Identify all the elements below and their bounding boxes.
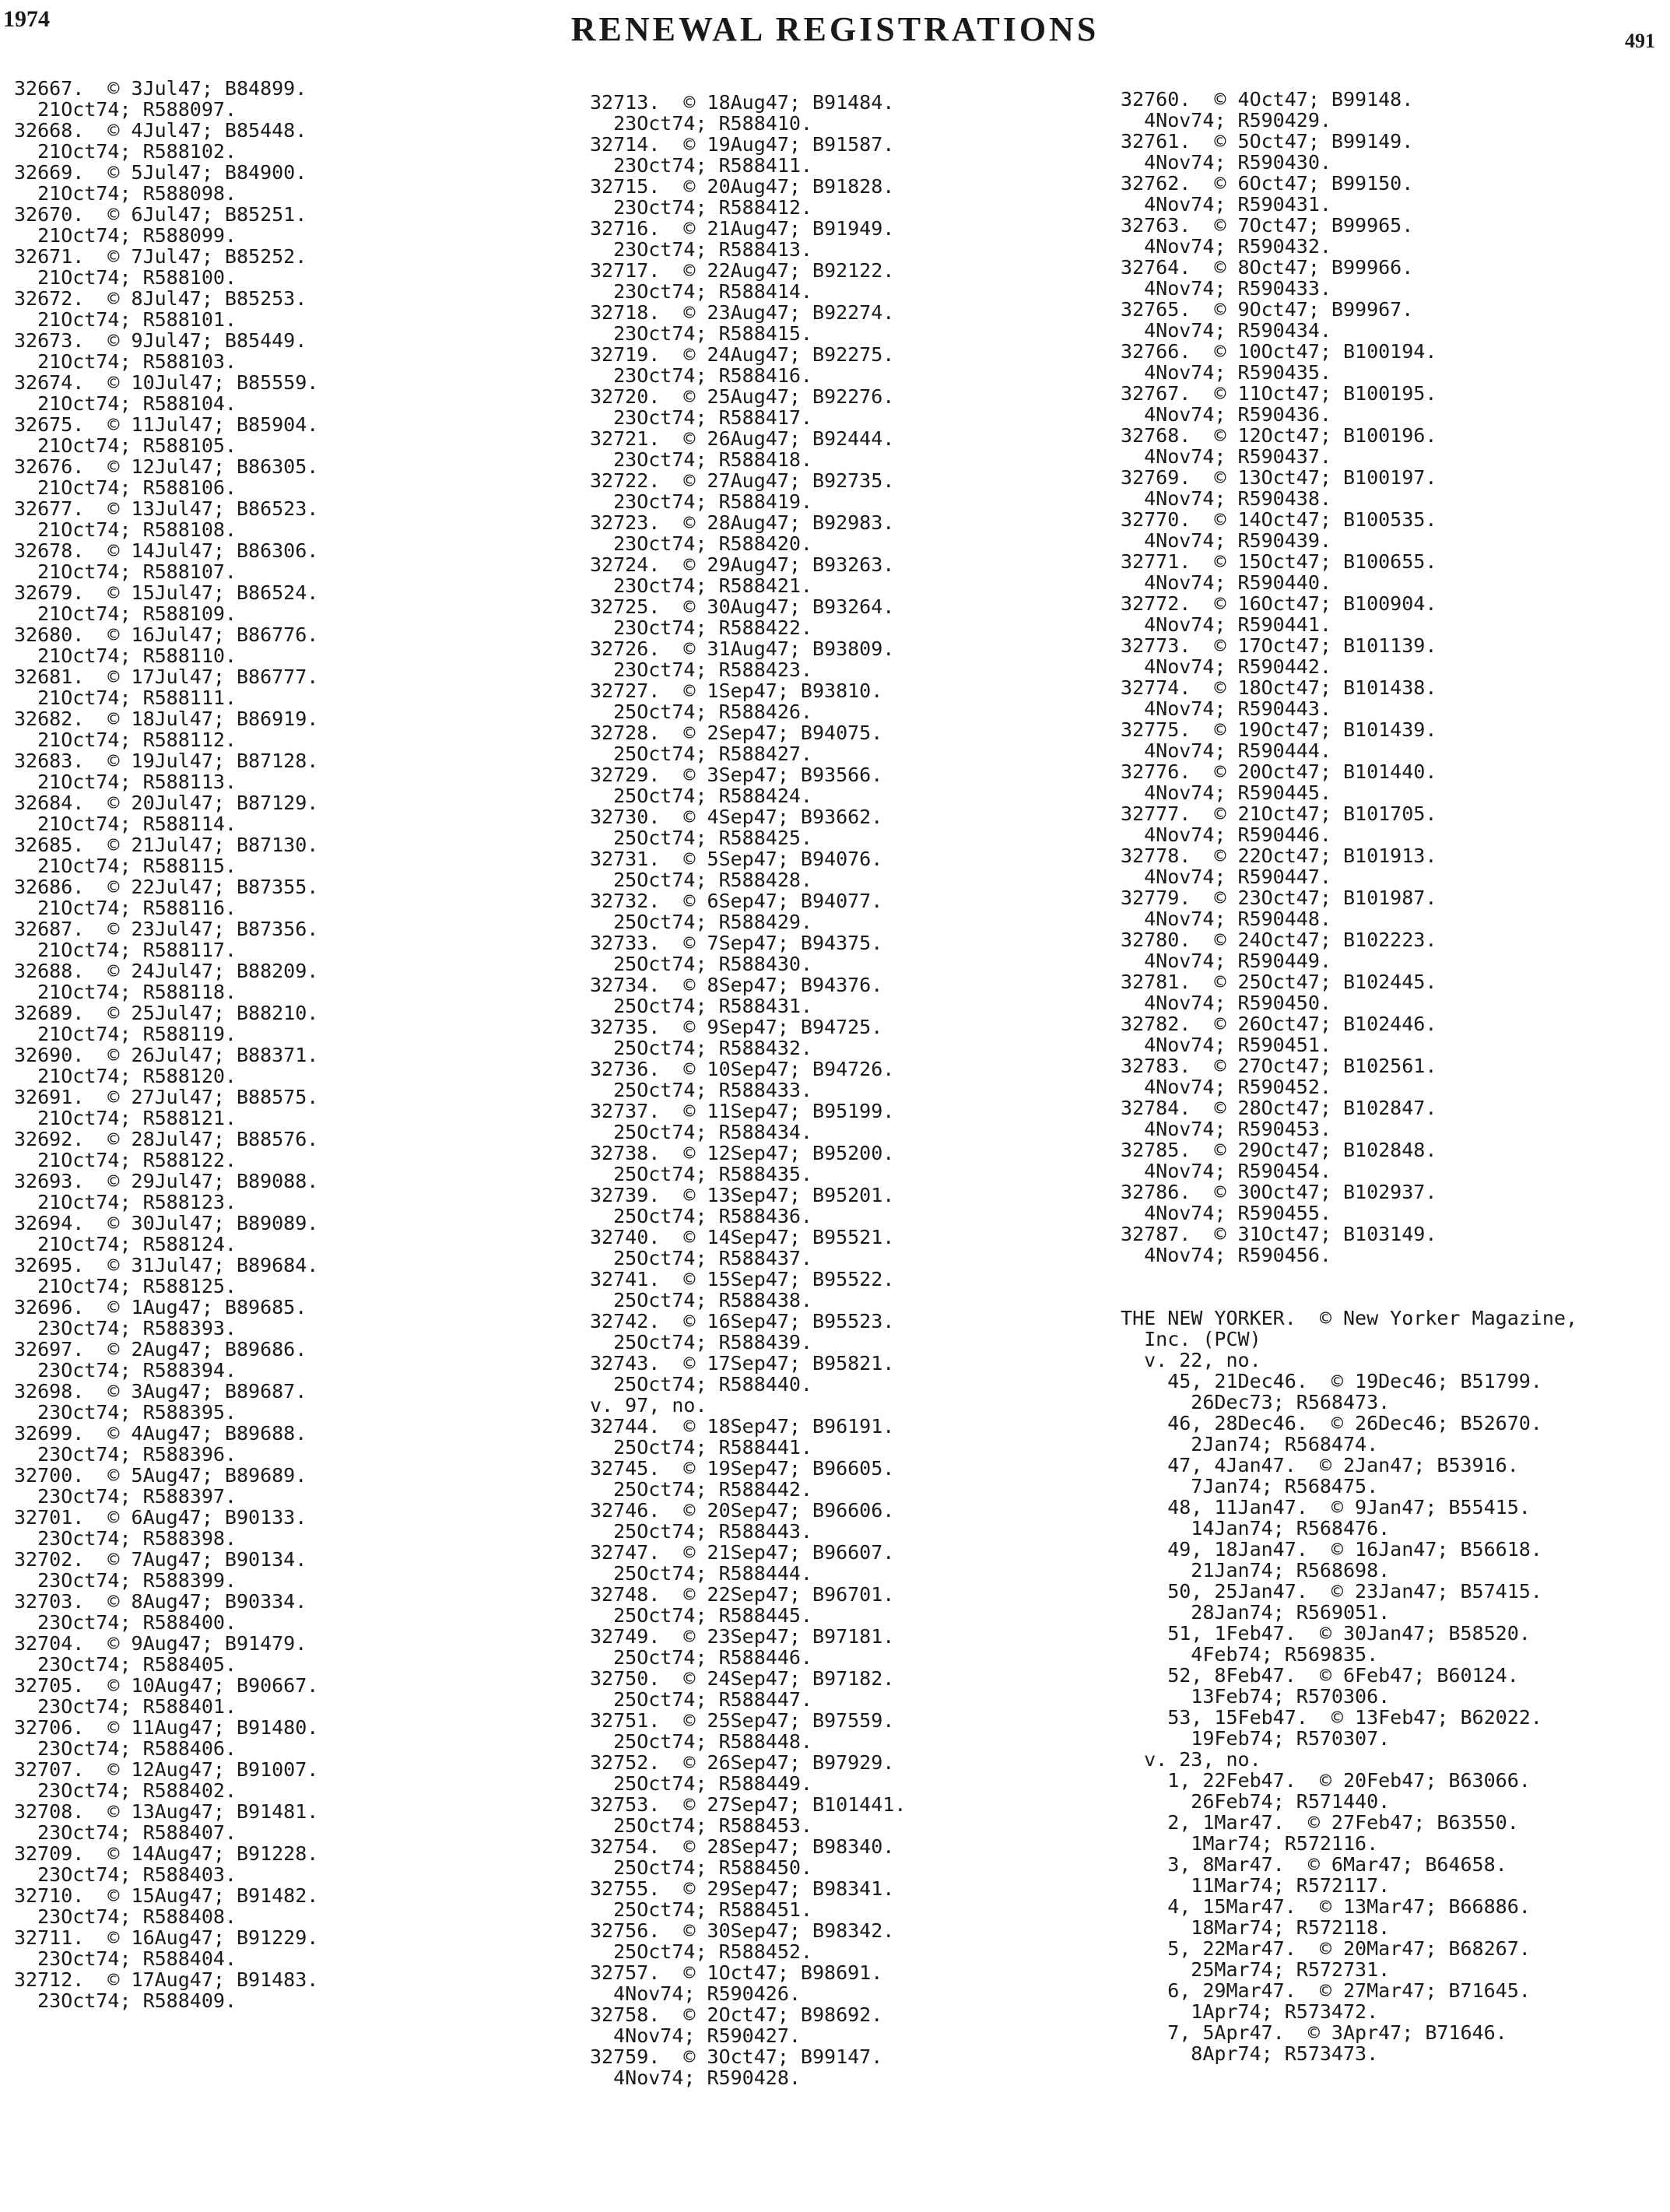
- entry-line: 25Oct74; R588434.: [590, 1121, 812, 1143]
- entry-line: 7, 5Apr47. © 3Apr47; B71646.: [1121, 2021, 1507, 2044]
- entry-line: 23Oct74; R588412.: [590, 196, 812, 219]
- entry-line: 32709. © 14Aug47; B91228.: [14, 1842, 319, 1865]
- entry-line: 21Oct74; R588124.: [14, 1233, 237, 1255]
- entry-line: 25Oct74; R588441.: [590, 1436, 812, 1459]
- entry-line: 32775. © 19Oct47; B101439.: [1121, 718, 1437, 741]
- entry-line: 32686. © 22Jul47; B87355.: [14, 876, 319, 898]
- entry-line: 4Nov74; R590426.: [590, 1982, 801, 2005]
- entry-line: 4Nov74; R590432.: [1121, 235, 1331, 258]
- entry-line: v. 22, no.: [1121, 1349, 1261, 1371]
- entry-line: 32760. © 4Oct47; B99148.: [1121, 88, 1414, 111]
- entry-line: 32748. © 22Sep47; B96701.: [590, 1583, 895, 1606]
- entry-line: 32681. © 17Jul47; B86777.: [14, 665, 319, 688]
- entry-line: 23Oct74; R588398.: [14, 1527, 237, 1550]
- entry-line: 4Nov74; R590439.: [1121, 529, 1331, 552]
- entry-line: 23Oct74; R588404.: [14, 1947, 237, 1970]
- entry-line: 21Oct74; R588118.: [14, 981, 237, 1003]
- entry-line: 32706. © 11Aug47; B91480.: [14, 1716, 319, 1739]
- entry-line: 4Nov74; R590443.: [1121, 697, 1331, 720]
- entry-line: 32779. © 23Oct47; B101987.: [1121, 887, 1437, 909]
- entry-line: 47, 4Jan47. © 2Jan47; B53916.: [1121, 1454, 1519, 1476]
- entry-line: 23Oct74; R588400.: [14, 1611, 237, 1634]
- entry-line: 4Nov74; R590456.: [1121, 1244, 1331, 1266]
- entry-line: 23Oct74; R588413.: [590, 238, 812, 261]
- entry-line: 32684. © 20Jul47; B87129.: [14, 792, 319, 814]
- entry-line: 32776. © 20Oct47; B101440.: [1121, 760, 1437, 783]
- entry-line: 21Oct74; R588110.: [14, 644, 237, 667]
- entry-line: 4Nov74; R590451.: [1121, 1034, 1331, 1056]
- entry-line: 32733. © 7Sep47; B94375.: [590, 932, 883, 954]
- entry-line: 25Oct74; R588431.: [590, 995, 812, 1017]
- entry-line: 4Nov74; R590436.: [1121, 403, 1331, 426]
- entry-line: 32718. © 23Aug47; B92274.: [590, 301, 895, 324]
- entry-line: [1121, 1266, 1577, 1287]
- entry-line: 21Oct74; R588112.: [14, 729, 237, 751]
- entry-line: 21Oct74; R588104.: [14, 392, 237, 415]
- entry-line: 32737. © 11Sep47; B95199.: [590, 1100, 895, 1122]
- entry-line: 32704. © 9Aug47; B91479.: [14, 1632, 307, 1655]
- column-right: [1121, 89, 1577, 2064]
- entry-line: v. 23, no.: [1121, 1748, 1261, 1771]
- entry-line: 6, 29Mar47. © 27Mar47; B71645.: [1121, 1979, 1531, 2002]
- entry-line: 23Oct74; R588399.: [14, 1569, 237, 1592]
- entry-line: 25Oct74; R588433.: [590, 1079, 812, 1101]
- entry-line: 32676. © 12Jul47; B86305.: [14, 455, 319, 478]
- entry-line: 2, 1Mar47. © 27Feb47; B63550.: [1121, 1811, 1519, 1834]
- entry-line: 32724. © 29Aug47; B93263.: [590, 553, 895, 576]
- entry-line: 23Oct74; R588415.: [590, 322, 812, 345]
- entry-line: 32782. © 26Oct47; B102446.: [1121, 1013, 1437, 1035]
- entry-line: 32702. © 7Aug47; B90134.: [14, 1548, 307, 1571]
- entry-line: 32674. © 10Jul47; B85559.: [14, 371, 319, 394]
- entry-line: 32735. © 9Sep47; B94725.: [590, 1016, 883, 1038]
- entry-line: 4Nov74; R590454.: [1121, 1160, 1331, 1182]
- entry-line: 32667. © 3Jul47; B84899.: [14, 77, 307, 100]
- entry-line: 25Oct74; R588427.: [590, 743, 812, 765]
- entry-line: 1, 22Feb47. © 20Feb47; B63066.: [1121, 1769, 1531, 1792]
- entry-line: 25Oct74; R588442.: [590, 1478, 812, 1501]
- entry-line: 4Nov74; R590434.: [1121, 319, 1331, 342]
- entry-line: 25Oct74; R588425.: [590, 827, 812, 849]
- entry-line: 21Oct74; R588099.: [14, 224, 237, 247]
- entry-line: 2Jan74; R568474.: [1121, 1433, 1379, 1455]
- entry-line: 4Nov74; R590455.: [1121, 1202, 1331, 1224]
- entry-line: 32710. © 15Aug47; B91482.: [14, 1884, 319, 1907]
- entry-line: Inc. (PCW): [1121, 1328, 1261, 1350]
- entry-line: 19Feb74; R570307.: [1121, 1727, 1391, 1750]
- entry-line: 25Oct74; R588440.: [590, 1373, 812, 1396]
- entry-line: 4Nov74; R590446.: [1121, 823, 1331, 846]
- entry-line: 32774. © 18Oct47; B101438.: [1121, 676, 1437, 699]
- entry-line: 4Nov74; R590440.: [1121, 571, 1331, 594]
- column-left: [14, 78, 318, 2011]
- entry-line: 23Oct74; R588402.: [14, 1779, 237, 1802]
- entry-line: 25Oct74; R588452.: [590, 1940, 812, 1963]
- entry-line: 32693. © 29Jul47; B89088.: [14, 1170, 319, 1192]
- entry-line: 32754. © 28Sep47; B98340.: [590, 1835, 895, 1858]
- entry-line: 25Oct74; R588430.: [590, 953, 812, 975]
- entry-line: 32778. © 22Oct47; B101913.: [1121, 844, 1437, 867]
- entry-line: 25Oct74; R588424.: [590, 785, 812, 807]
- entry-line: 4Nov74; R590435.: [1121, 361, 1331, 384]
- entry-line: 4Nov74; R590437.: [1121, 445, 1331, 468]
- entry-line: 25Oct74; R588428.: [590, 869, 812, 891]
- entry-line: 23Oct74; R588421.: [590, 574, 812, 597]
- entry-line: 25Oct74; R588451.: [590, 1898, 812, 1921]
- entry-line: 32742. © 16Sep47; B95523.: [590, 1310, 895, 1332]
- entry-line: 21Oct74; R588107.: [14, 560, 237, 583]
- entry-line: 23Oct74; R588396.: [14, 1443, 237, 1466]
- entry-line: 32690. © 26Jul47; B88371.: [14, 1044, 319, 1066]
- entry-line: 4Nov74; R590427.: [590, 2024, 801, 2047]
- entry-line: 32720. © 25Aug47; B92276.: [590, 385, 895, 408]
- entry-line: 32673. © 9Jul47; B85449.: [14, 329, 307, 352]
- entry-line: 32784. © 28Oct47; B102847.: [1121, 1097, 1437, 1119]
- entry-line: 21Oct74; R588103.: [14, 350, 237, 373]
- page-title: RENEWAL REGISTRATIONS: [570, 10, 1100, 48]
- entry-line: 21Oct74; R588097.: [14, 98, 237, 121]
- entry-line: 32786. © 30Oct47; B102937.: [1121, 1181, 1437, 1203]
- entry-line: 50, 25Jan47. © 23Jan47; B57415.: [1121, 1580, 1542, 1603]
- entry-line: 13Feb74; R570306.: [1121, 1685, 1391, 1708]
- entry-line: 23Oct74; R588417.: [590, 406, 812, 429]
- entry-line: 32703. © 8Aug47; B90334.: [14, 1590, 307, 1613]
- entry-line: 4Nov74; R590449.: [1121, 950, 1331, 972]
- entry-line: 45, 21Dec46. © 19Dec46; B51799.: [1121, 1370, 1542, 1392]
- entry-line: 23Oct74; R588394.: [14, 1359, 237, 1382]
- entry-line: 32707. © 12Aug47; B91007.: [14, 1758, 319, 1781]
- entry-line: 32768. © 12Oct47; B100196.: [1121, 424, 1437, 447]
- entry-line: v. 97, no.: [590, 1394, 707, 1417]
- entry-line: 4Nov74; R590450.: [1121, 992, 1331, 1014]
- entry-line: 25Oct74; R588437.: [590, 1247, 812, 1269]
- entry-line: 32755. © 29Sep47; B98341.: [590, 1877, 895, 1900]
- entry-line: 32679. © 15Jul47; B86524.: [14, 581, 319, 604]
- entry-line: 1Mar74; R572116.: [1121, 1832, 1379, 1855]
- entry-line: 32672. © 8Jul47; B85253.: [14, 287, 307, 310]
- entry-line: 32698. © 3Aug47; B89687.: [14, 1380, 307, 1403]
- entry-line: 32750. © 24Sep47; B97182.: [590, 1667, 895, 1690]
- entry-line: 25Oct74; R588450.: [590, 1856, 812, 1879]
- entry-line: 23Oct74; R588405.: [14, 1653, 237, 1676]
- entry-line: 25Oct74; R588436.: [590, 1205, 812, 1227]
- entry-line: 25Oct74; R588447.: [590, 1688, 812, 1711]
- entry-line: 25Oct74; R588445.: [590, 1604, 812, 1627]
- entry-line: 32781. © 25Oct47; B102445.: [1121, 971, 1437, 993]
- entry-line: 32767. © 11Oct47; B100195.: [1121, 382, 1437, 405]
- entry-line: 23Oct74; R588395.: [14, 1401, 237, 1424]
- entry-line: 21Oct74; R588113.: [14, 771, 237, 793]
- entry-line: 32670. © 6Jul47; B85251.: [14, 203, 307, 226]
- entry-line: 32763. © 7Oct47; B99965.: [1121, 214, 1414, 237]
- entry-line: 21Oct74; R588121.: [14, 1107, 237, 1129]
- entry-line: 25Oct74; R588438.: [590, 1289, 812, 1311]
- entry-line: 32773. © 17Oct47; B101139.: [1121, 634, 1437, 657]
- entry-line: 51, 1Feb47. © 30Jan47; B58520.: [1121, 1622, 1531, 1645]
- entry-line: 32722. © 27Aug47; B92735.: [590, 469, 895, 492]
- entry-line: 4Nov74; R590447.: [1121, 865, 1331, 888]
- entry-line: 32727. © 1Sep47; B93810.: [590, 679, 883, 702]
- entry-line: 32692. © 28Jul47; B88576.: [14, 1128, 319, 1150]
- entry-line: 32677. © 13Jul47; B86523.: [14, 497, 319, 520]
- entry-line: 32772. © 16Oct47; B100904.: [1121, 592, 1437, 615]
- entry-line: 23Oct74; R588408.: [14, 1905, 237, 1928]
- entry-line: 4Nov74; R590433.: [1121, 277, 1331, 300]
- entry-line: 32668. © 4Jul47; B85448.: [14, 119, 307, 142]
- entry-line: 32730. © 4Sep47; B93662.: [590, 806, 883, 828]
- entry-line: 25Oct74; R588439.: [590, 1331, 812, 1354]
- entry-line: 4Nov74; R590444.: [1121, 739, 1331, 762]
- entry-line: 32683. © 19Jul47; B87128.: [14, 750, 319, 772]
- entry-line: 4Nov74; R590448.: [1121, 908, 1331, 930]
- entry-line: 49, 18Jan47. © 16Jan47; B56618.: [1121, 1538, 1542, 1561]
- entry-line: 21Oct74; R588117.: [14, 939, 237, 961]
- entry-line: 25Oct74; R588448.: [590, 1730, 812, 1753]
- entry-line: 26Dec73; R568473.: [1121, 1391, 1391, 1413]
- entry-line: 32669. © 5Jul47; B84900.: [14, 161, 307, 184]
- entry-line: 4Nov74; R590453.: [1121, 1118, 1331, 1140]
- entry-line: 32746. © 20Sep47; B96606.: [590, 1499, 895, 1522]
- entry-line: 32695. © 31Jul47; B89684.: [14, 1254, 319, 1276]
- entry-line: 23Oct74; R588397.: [14, 1485, 237, 1508]
- entry-line: 32749. © 23Sep47; B97181.: [590, 1625, 895, 1648]
- entry-line: 48, 11Jan47. © 9Jan47; B55415.: [1121, 1496, 1531, 1519]
- entry-line: 4Nov74; R590428.: [590, 2066, 801, 2089]
- entry-line: 21Oct74; R588115.: [14, 855, 237, 877]
- entry-line: 32708. © 13Aug47; B91481.: [14, 1800, 319, 1823]
- entry-line: 4Nov74; R590441.: [1121, 613, 1331, 636]
- entry-line: 21Oct74; R588106.: [14, 476, 237, 499]
- entry-line: 32751. © 25Sep47; B97559.: [590, 1709, 895, 1732]
- entry-line: 21Oct74; R588120.: [14, 1065, 237, 1087]
- entry-line: 32761. © 5Oct47; B99149.: [1121, 130, 1414, 153]
- entry-line: 21Oct74; R588098.: [14, 182, 237, 205]
- entry-line: 4, 15Mar47. © 13Mar47; B66886.: [1121, 1895, 1531, 1918]
- entry-line: 4Nov74; R590431.: [1121, 193, 1331, 216]
- entry-line: 32747. © 21Sep47; B96607.: [590, 1541, 895, 1564]
- entry-line: 32759. © 3Oct47; B99147.: [590, 2045, 883, 2068]
- entry-line: 7Jan74; R568475.: [1121, 1475, 1379, 1497]
- entry-line: 25Oct74; R588435.: [590, 1163, 812, 1185]
- entry-line: 23Oct74; R588423.: [590, 658, 812, 681]
- entry-line: 23Oct74; R588401.: [14, 1695, 237, 1718]
- entry-line: 32696. © 1Aug47; B89685.: [14, 1296, 307, 1318]
- entry-line: 32771. © 15Oct47; B100655.: [1121, 550, 1437, 573]
- entry-line: 32725. © 30Aug47; B93264.: [590, 595, 895, 618]
- entry-line: 32757. © 1Oct47; B98691.: [590, 1961, 883, 1984]
- entry-line: 5, 22Mar47. © 20Mar47; B68267.: [1121, 1937, 1531, 1960]
- column-middle: [590, 92, 906, 2088]
- entry-line: 25Oct74; R588429.: [590, 911, 812, 933]
- entry-line: 32752. © 26Sep47; B97929.: [590, 1751, 895, 1774]
- entry-line: 4Nov74; R590452.: [1121, 1076, 1331, 1098]
- entry-line: 11Mar74; R572117.: [1121, 1874, 1391, 1897]
- entry-line: 21Oct74; R588109.: [14, 602, 237, 625]
- entry-line: 21Oct74; R588125.: [14, 1275, 237, 1297]
- entry-line: 4Feb74; R569835.: [1121, 1643, 1379, 1666]
- entry-line: 25Oct74; R588426.: [590, 700, 812, 723]
- entry-line: 32680. © 16Jul47; B86776.: [14, 623, 319, 646]
- entry-line: 4Nov74; R590438.: [1121, 487, 1331, 510]
- entry-line: 21Jan74; R568698.: [1121, 1559, 1391, 1582]
- entry-line: 32739. © 13Sep47; B95201.: [590, 1184, 895, 1206]
- entry-line: 21Oct74; R588116.: [14, 897, 237, 919]
- entry-line: [1121, 1287, 1577, 1308]
- entry-line: 23Oct74; R588403.: [14, 1863, 237, 1886]
- entry-line: 4Nov74; R590429.: [1121, 109, 1331, 132]
- entry-line: 32713. © 18Aug47; B91484.: [590, 91, 895, 114]
- entry-line: 21Oct74; R588102.: [14, 140, 237, 163]
- entry-line: 25Oct74; R588432.: [590, 1037, 812, 1059]
- entry-line: 32694. © 30Jul47; B89089.: [14, 1212, 319, 1234]
- entry-line: 21Oct74; R588101.: [14, 308, 237, 331]
- entry-line: 32762. © 6Oct47; B99150.: [1121, 172, 1414, 195]
- entry-line: 46, 28Dec46. © 26Dec46; B52670.: [1121, 1412, 1542, 1434]
- entry-line: 21Oct74; R588111.: [14, 686, 237, 709]
- entry-line: 25Oct74; R588446.: [590, 1646, 812, 1669]
- entry-line: 32756. © 30Sep47; B98342.: [590, 1919, 895, 1942]
- entry-line: 32738. © 12Sep47; B95200.: [590, 1142, 895, 1164]
- entry-line: 23Oct74; R588393.: [14, 1317, 237, 1339]
- entry-line: 4Nov74; R590430.: [1121, 151, 1331, 174]
- entry-line: 32671. © 7Jul47; B85252.: [14, 245, 307, 268]
- entry-line: 1Apr74; R573472.: [1121, 2000, 1379, 2023]
- entry-line: 32765. © 9Oct47; B99967.: [1121, 298, 1414, 321]
- entry-line: 26Feb74; R571440.: [1121, 1790, 1391, 1813]
- entry-line: 32717. © 22Aug47; B92122.: [590, 259, 895, 282]
- entry-line: 23Oct74; R588409.: [14, 1989, 237, 2012]
- entry-line: 32732. © 6Sep47; B94077.: [590, 890, 883, 912]
- entry-line: 4Nov74; R590442.: [1121, 655, 1331, 678]
- entry-line: 32758. © 2Oct47; B98692.: [590, 2003, 883, 2026]
- entry-line: 32716. © 21Aug47; B91949.: [590, 217, 895, 240]
- entry-line: 32745. © 19Sep47; B96605.: [590, 1457, 895, 1480]
- entry-line: 32721. © 26Aug47; B92444.: [590, 427, 895, 450]
- page-year: 1974: [3, 6, 50, 32]
- entry-line: 21Oct74; R588123.: [14, 1191, 237, 1213]
- entry-line: 21Oct74; R588105.: [14, 434, 237, 457]
- entry-line: 32734. © 8Sep47; B94376.: [590, 974, 883, 996]
- entry-line: 32689. © 25Jul47; B88210.: [14, 1002, 319, 1024]
- entry-line: 32715. © 20Aug47; B91828.: [590, 175, 895, 198]
- entry-line: 18Mar74; R572118.: [1121, 1916, 1391, 1939]
- entry-line: 23Oct74; R588414.: [590, 280, 812, 303]
- entry-line: 52, 8Feb47. © 6Feb47; B60124.: [1121, 1664, 1519, 1687]
- entry-line: 32740. © 14Sep47; B95521.: [590, 1226, 895, 1248]
- entry-line: 32697. © 2Aug47; B89686.: [14, 1338, 307, 1361]
- entry-line: 23Oct74; R588407.: [14, 1821, 237, 1844]
- entry-line: 32783. © 27Oct47; B102561.: [1121, 1055, 1437, 1077]
- entry-line: 32691. © 27Jul47; B88575.: [14, 1086, 319, 1108]
- entry-line: 32787. © 31Oct47; B103149.: [1121, 1223, 1437, 1245]
- entry-line: 32687. © 23Jul47; B87356.: [14, 918, 319, 940]
- entry-line: 32736. © 10Sep47; B94726.: [590, 1058, 895, 1080]
- entry-line: 32728. © 2Sep47; B94075.: [590, 722, 883, 744]
- entry-line: 32682. © 18Jul47; B86919.: [14, 707, 319, 730]
- entry-line: 32712. © 17Aug47; B91483.: [14, 1968, 319, 1991]
- entry-line: 32723. © 28Aug47; B92983.: [590, 511, 895, 534]
- entry-line: 21Oct74; R588114.: [14, 813, 237, 835]
- entry-line: 21Oct74; R588119.: [14, 1023, 237, 1045]
- entry-line: 25Oct74; R588453.: [590, 1814, 812, 1837]
- entry-line: 32685. © 21Jul47; B87130.: [14, 834, 319, 856]
- entry-line: 28Jan74; R569051.: [1121, 1601, 1391, 1624]
- entry-line: 23Oct74; R588422.: [590, 616, 812, 639]
- entry-line: 32741. © 15Sep47; B95522.: [590, 1268, 895, 1290]
- entry-line: 32688. © 24Jul47; B88209.: [14, 960, 319, 982]
- entry-line: 21Oct74; R588108.: [14, 518, 237, 541]
- entry-line: 32711. © 16Aug47; B91229.: [14, 1926, 319, 1949]
- entry-line: 21Oct74; R588100.: [14, 266, 237, 289]
- entry-line: 53, 15Feb47. © 13Feb47; B62022.: [1121, 1706, 1542, 1729]
- entry-line: 32780. © 24Oct47; B102223.: [1121, 929, 1437, 951]
- entry-line: 32753. © 27Sep47; B101441.: [590, 1793, 907, 1816]
- entry-line: 32729. © 3Sep47; B93566.: [590, 764, 883, 786]
- entry-line: 32700. © 5Aug47; B89689.: [14, 1464, 307, 1487]
- entry-line: 25Oct74; R588444.: [590, 1562, 812, 1585]
- entry-line: 32699. © 4Aug47; B89688.: [14, 1422, 307, 1445]
- entry-line: 23Oct74; R588406.: [14, 1737, 237, 1760]
- entry-line: 23Oct74; R588416.: [590, 364, 812, 387]
- entry-line: 4Nov74; R590445.: [1121, 781, 1331, 804]
- entry-line: 23Oct74; R588418.: [590, 448, 812, 471]
- entry-line: 32731. © 5Sep47; B94076.: [590, 848, 883, 870]
- entry-line: 25Oct74; R588443.: [590, 1520, 812, 1543]
- entry-line: 32777. © 21Oct47; B101705.: [1121, 802, 1437, 825]
- entry-line: 32785. © 29Oct47; B102848.: [1121, 1139, 1437, 1161]
- entry-line: 25Mar74; R572731.: [1121, 1958, 1391, 1981]
- entry-line: 8Apr74; R573473.: [1121, 2042, 1379, 2065]
- entry-line: 23Oct74; R588410.: [590, 112, 812, 135]
- entry-line: 32770. © 14Oct47; B100535.: [1121, 508, 1437, 531]
- entry-line: 32701. © 6Aug47; B90133.: [14, 1506, 307, 1529]
- entry-line: 23Oct74; R588420.: [590, 532, 812, 555]
- entry-line: 32705. © 10Aug47; B90667.: [14, 1674, 319, 1697]
- entry-line: 32769. © 13Oct47; B100197.: [1121, 466, 1437, 489]
- entry-line: 21Oct74; R588122.: [14, 1149, 237, 1171]
- entry-line: 23Oct74; R588419.: [590, 490, 812, 513]
- entry-line: THE NEW YORKER. © New Yorker Magazine,: [1121, 1307, 1577, 1329]
- entry-line: 32743. © 17Sep47; B95821.: [590, 1352, 895, 1375]
- entry-line: 32719. © 24Aug47; B92275.: [590, 343, 895, 366]
- entry-line: 32766. © 10Oct47; B100194.: [1121, 340, 1437, 363]
- entry-line: 32675. © 11Jul47; B85904.: [14, 413, 319, 436]
- entry-line: 32764. © 8Oct47; B99966.: [1121, 256, 1414, 279]
- entry-line: 3, 8Mar47. © 6Mar47; B64658.: [1121, 1853, 1507, 1876]
- entry-line: 32714. © 19Aug47; B91587.: [590, 133, 895, 156]
- entry-line: 23Oct74; R588411.: [590, 154, 812, 177]
- entry-line: 14Jan74; R568476.: [1121, 1517, 1391, 1540]
- entry-line: 32744. © 18Sep47; B96191.: [590, 1415, 895, 1438]
- entry-line: 32678. © 14Jul47; B86306.: [14, 539, 319, 562]
- entry-line: 32726. © 31Aug47; B93809.: [590, 637, 895, 660]
- entry-line: 25Oct74; R588449.: [590, 1772, 812, 1795]
- page-number: 491: [1625, 30, 1655, 52]
